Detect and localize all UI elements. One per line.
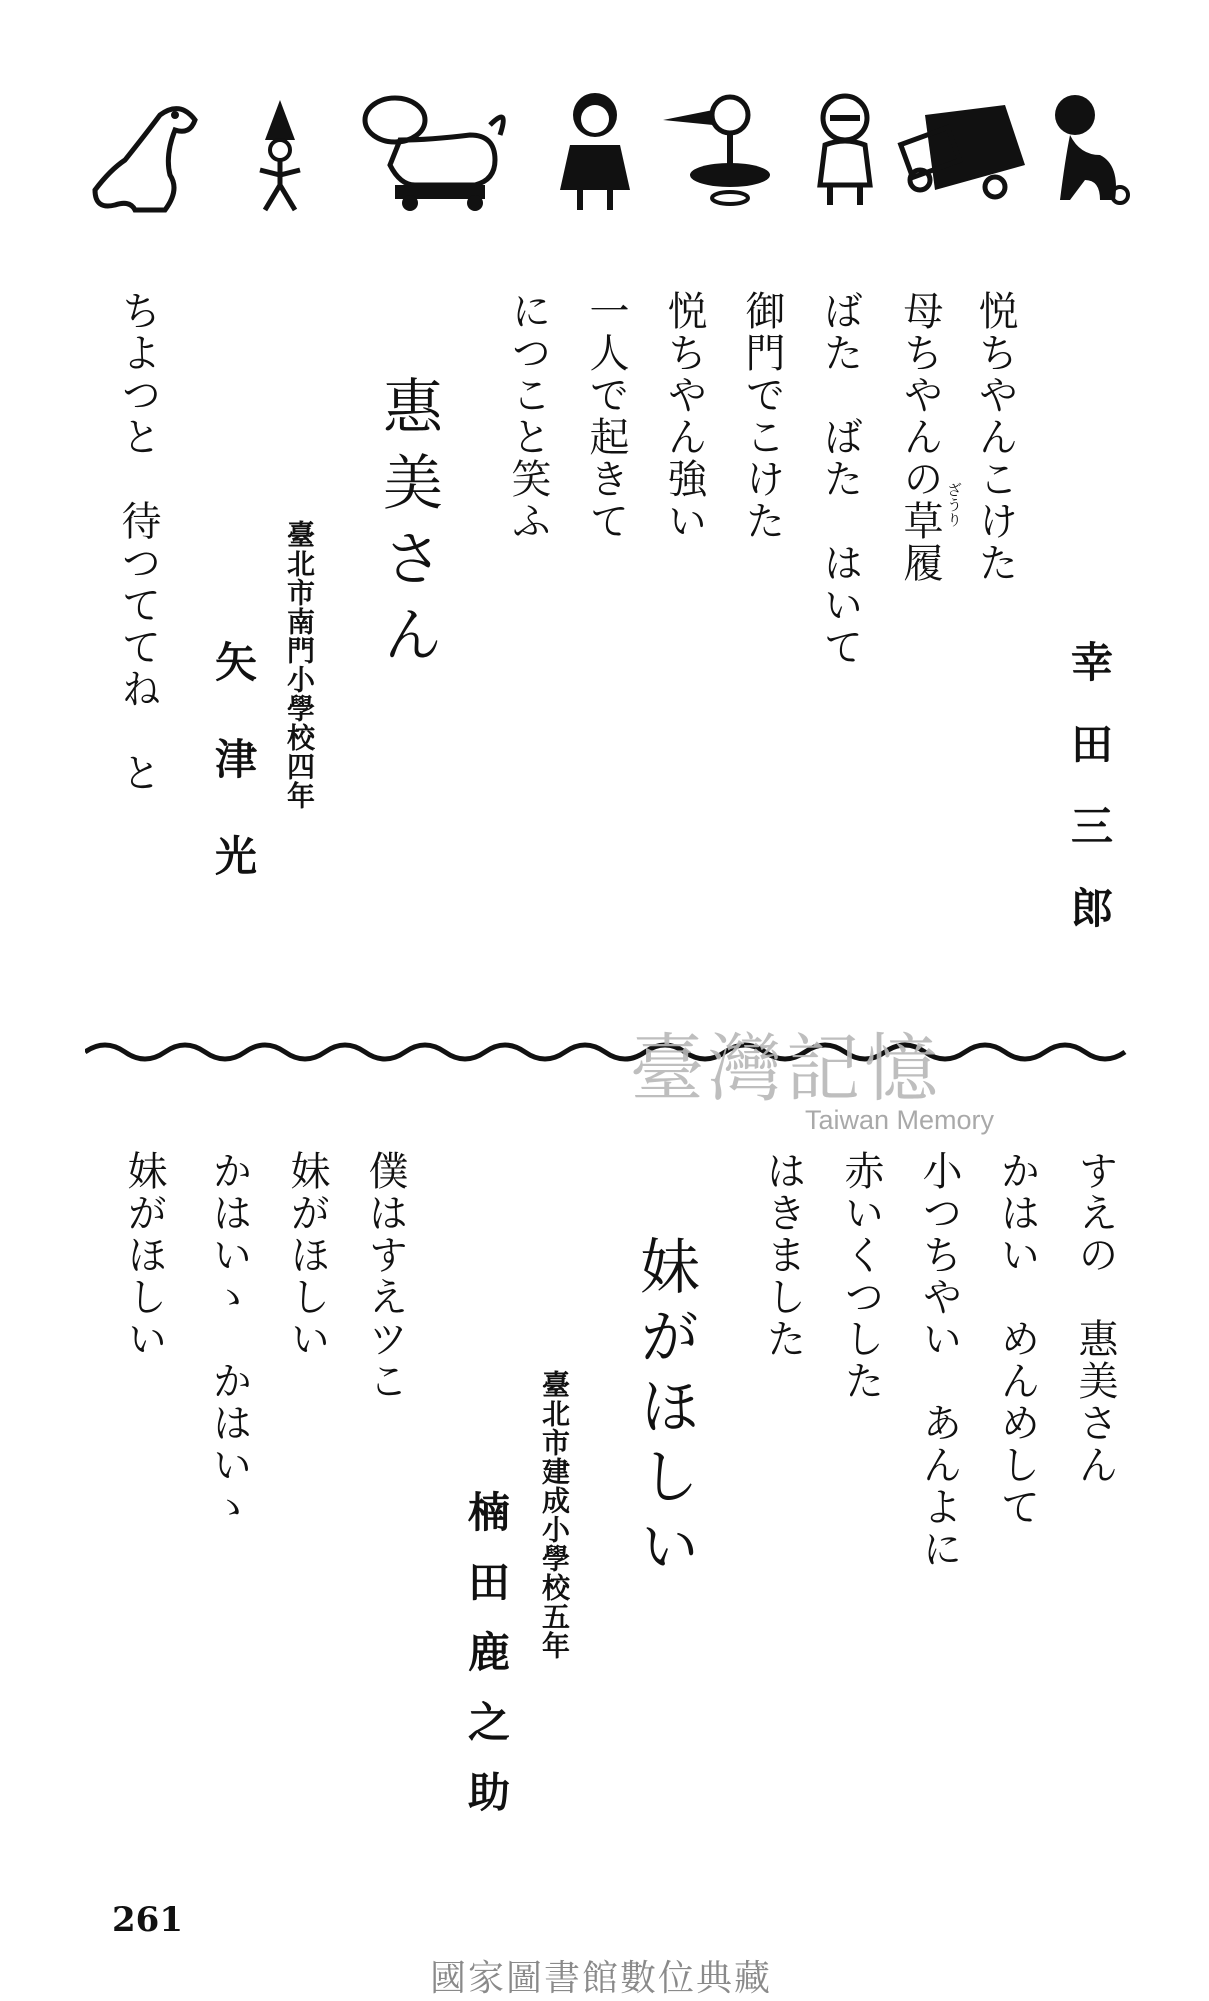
poem1-author: 幸田三郎 bbox=[1065, 640, 1114, 968]
poem4-line-3: かはいゝ かはいゝ bbox=[206, 1150, 252, 1528]
poem2-title: 惠美さん bbox=[373, 375, 443, 679]
doll-icon bbox=[545, 85, 645, 215]
poem1-line-6: 一人で起きて bbox=[583, 290, 629, 542]
poem1-line-3: ばた ばた はいて bbox=[817, 290, 863, 668]
poem2-author: 矢津光 bbox=[209, 640, 258, 931]
toy-dog-icon bbox=[355, 85, 515, 215]
watermark-subtitle: Taiwan Memory bbox=[805, 1105, 995, 1135]
poodle-icon bbox=[1050, 90, 1130, 210]
toy-cart-icon bbox=[895, 95, 1035, 205]
clown-icon bbox=[235, 95, 325, 215]
poem3-line-4: 赤いくつした bbox=[838, 1150, 884, 1402]
archive-footer: 國家圖書館數位典藏 bbox=[430, 1958, 773, 1999]
poem1-line-2: 母ちやんの草履 bbox=[897, 290, 943, 584]
poem1-ruby: ざうり bbox=[945, 482, 963, 527]
page-number: 261 bbox=[112, 1900, 183, 1940]
wavy-divider bbox=[85, 1030, 1145, 1070]
poem2-school: 臺北市南門小學校四年 bbox=[283, 520, 316, 810]
watermark-logo: 臺灣記憶 bbox=[630, 1026, 942, 1112]
poem4-school: 臺北市建成小學校五年 bbox=[538, 1370, 571, 1660]
bird-toy-icon bbox=[655, 90, 775, 210]
poem4-line-1: 僕はすえツこ bbox=[362, 1150, 408, 1402]
poem4-title: 妹がほしい bbox=[630, 1235, 700, 1585]
poem1-line-5: 悦ちやん強い bbox=[661, 290, 707, 542]
poem2-line-1: ちよつと 待つててね と bbox=[115, 290, 161, 794]
baby-doll-icon bbox=[800, 90, 890, 210]
dog-icon bbox=[90, 95, 200, 215]
poem1-line-4: 御門でこけた bbox=[739, 290, 785, 542]
poem1-line-1: 悦ちやんこけた bbox=[972, 290, 1018, 584]
poem3-line-1: すえの 惠美さん bbox=[1072, 1150, 1118, 1486]
poem1-line-7: につこと笑ふ bbox=[505, 290, 551, 542]
poem4-author: 楠田鹿之助 bbox=[462, 1490, 511, 1840]
poem3-line-2: かはい めんめして bbox=[994, 1150, 1040, 1528]
poem4-line-2: 妹がほしい bbox=[284, 1150, 330, 1360]
poem4-line-4: 妹がほしい bbox=[121, 1150, 167, 1360]
poem3-line-5: はきました bbox=[760, 1150, 806, 1360]
poem3-line-3: 小つちやい あんよに bbox=[916, 1150, 962, 1570]
